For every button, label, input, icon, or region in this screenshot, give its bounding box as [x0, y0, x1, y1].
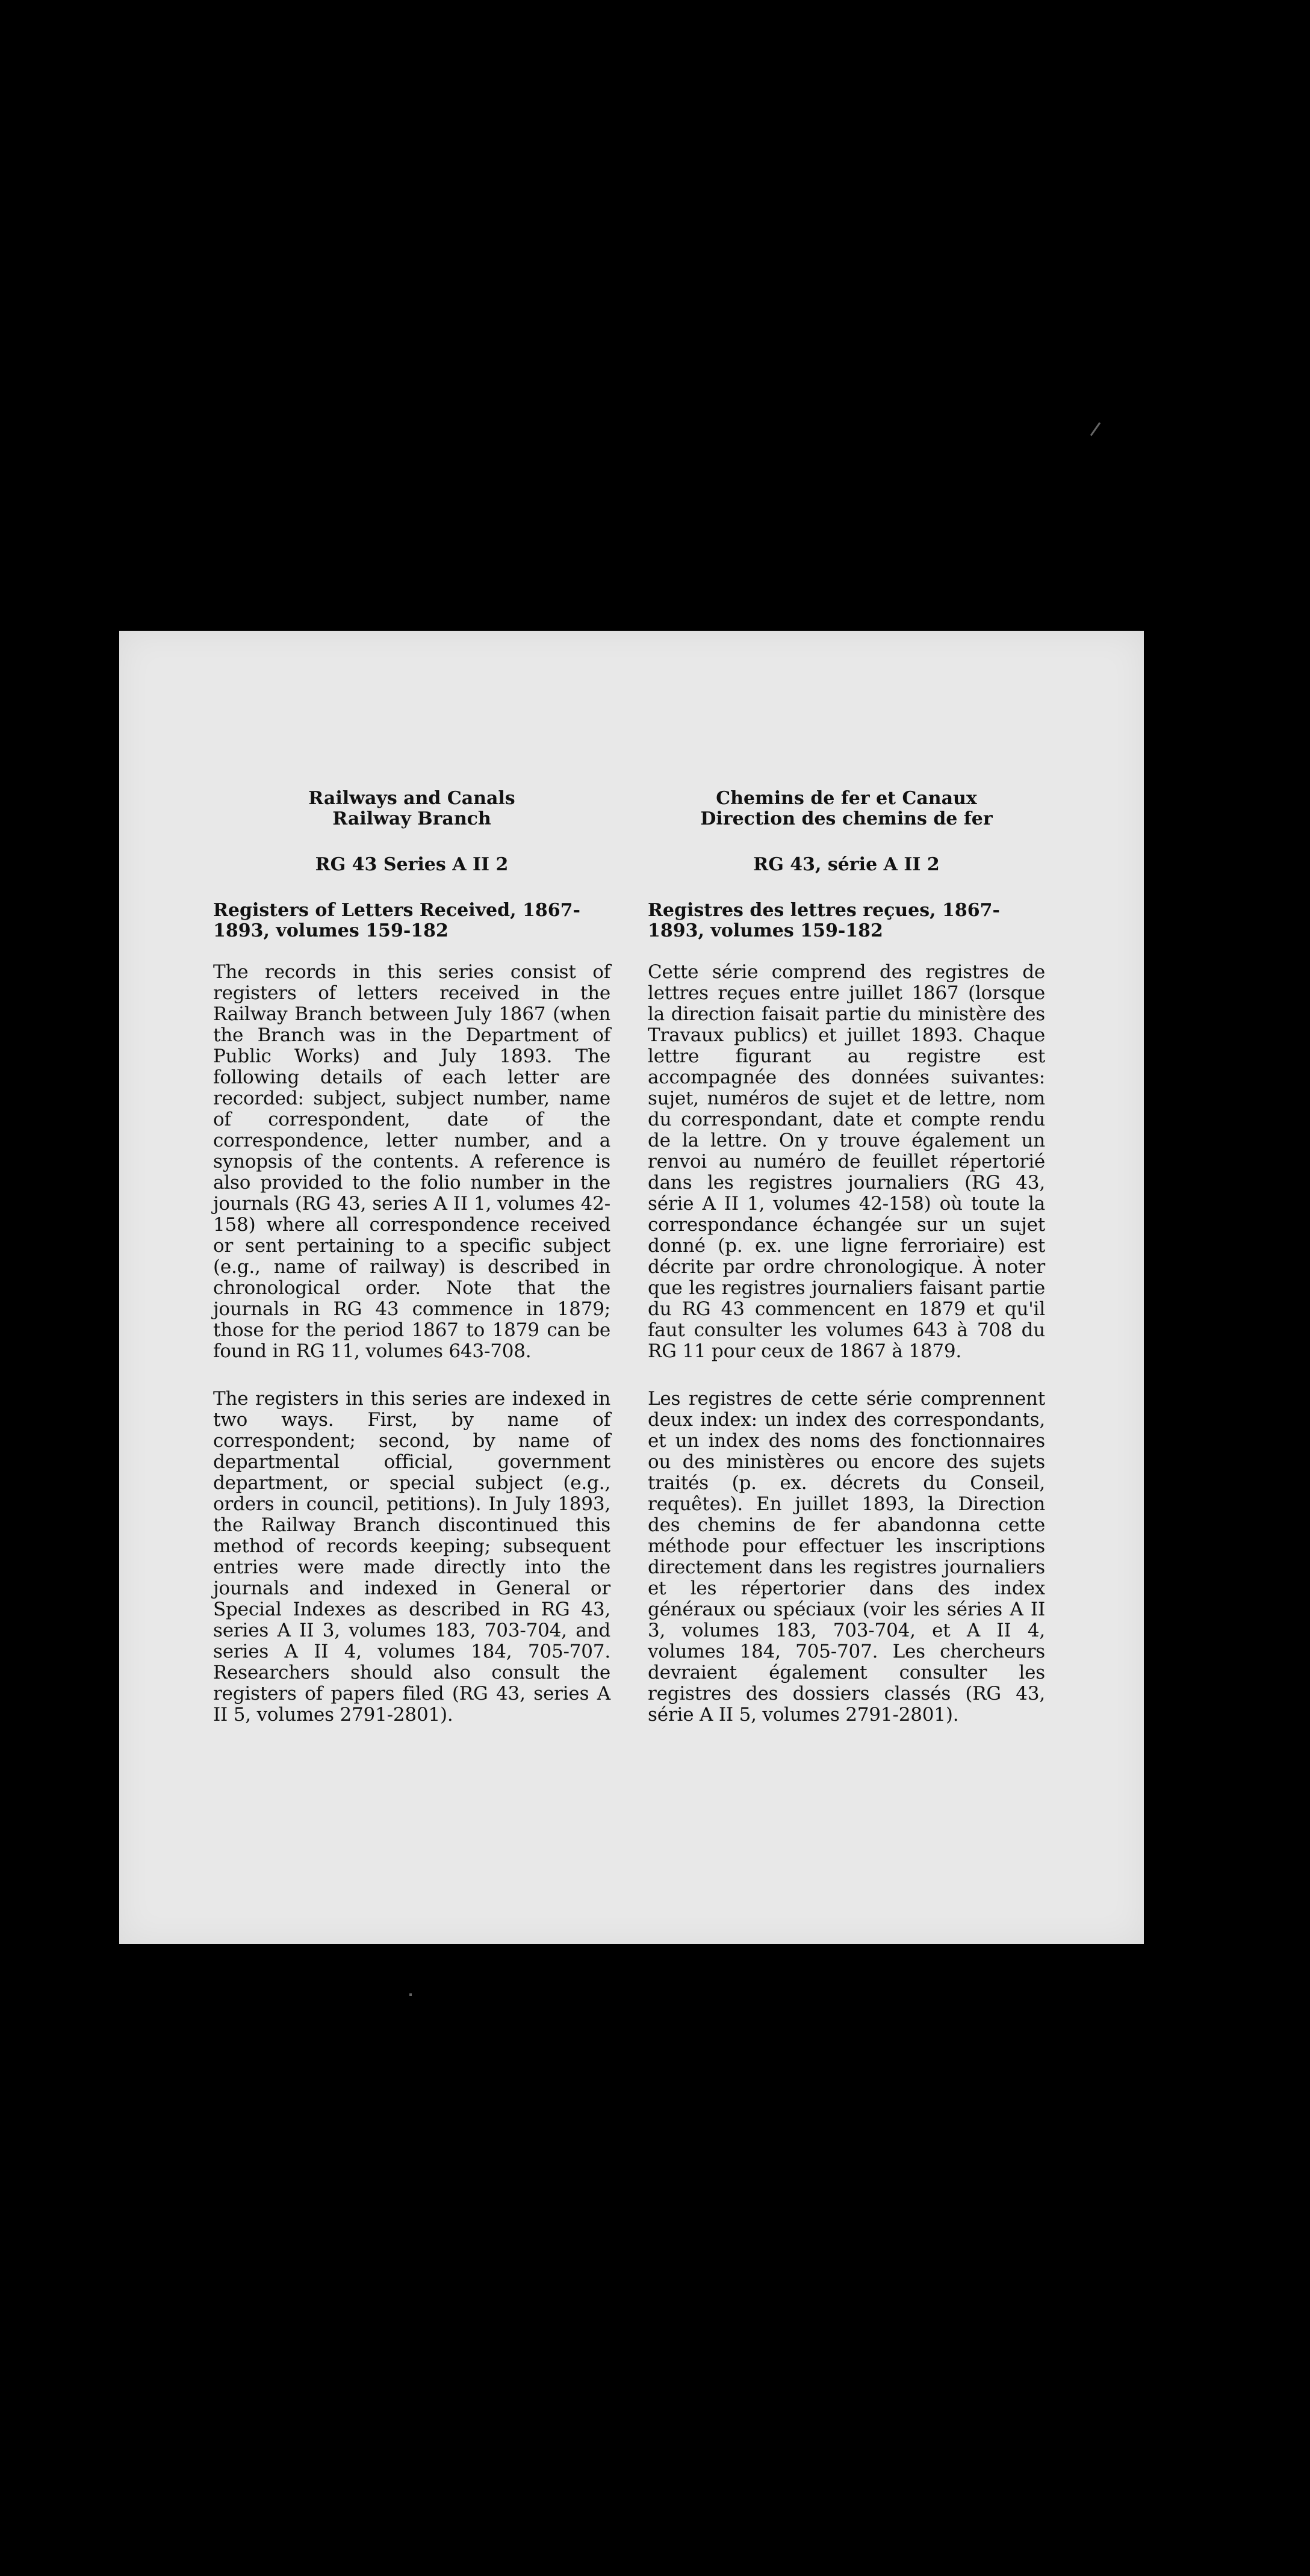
french-heading-line1: Chemins de fer et Canaux: [716, 788, 977, 809]
english-paragraph-1: The records in this series consist of registers of letters received in the Railway Branch between July 1867 (when the Branch was in the Department of Public Works) and July 1893. The following details of each letter are recorded: subject, subject number, name of correspondent, date of the correspondence, letter number, and a synopsis of the contents. A reference is also provided to the folio number in the journals (RG 43, series A II 1, volumes 42-158) where all correspondence received or sent pertaining to a specific subject (e.g., name of railway) is described in chronological order. Note that the journals in RG 43 commence in 1879; those for the period 1867 to 1879 can be found in RG 11, volumes 643-708.: [213, 961, 610, 1362]
french-column: [648, 788, 1045, 1726]
french-paragraph-1: Cette série comprend des registres de lettres reçues entre juillet 1867 (lorsque la direction faisait partie du ministère des Travaux publics) et juillet 1893. Chaque lettre figurant au registre est accompagnée des données suivantes: sujet, numéros de sujet et de lettre, nom du correspondant, date et compte rendu de la lettre. On y trouve également un renvoi au numéro de feuillet répertorié dans les registres journaliers (RG 43, série A II 1, volumes 42-158) où toute la correspondance échangée sur un sujet donné (p. ex. une ligne ferroriaire) est décrite par ordre chronologique. À noter que les registres journaliers faisant partie du RG 43 commencent en 1879 et qu'il faut consulter les volumes 643 à 708 du RG 11 pour ceux de 1867 à 1879.: [648, 961, 1045, 1362]
scan-speck: [1090, 422, 1100, 436]
english-title: Registers of Letters Received, 1867-1893, volumes 159-182: [213, 900, 580, 941]
english-heading: [213, 788, 610, 829]
french-heading: [648, 788, 1045, 829]
english-column: [213, 788, 610, 1726]
document-page: [119, 631, 1144, 1944]
french-series: RG 43, série A II 2: [753, 854, 940, 875]
english-heading-line2: Railway Branch: [332, 808, 491, 829]
french-title: Registres des lettres reçues, 1867-1893, volumes 159-182: [648, 900, 1000, 941]
french-heading-line2: Direction des chemins de fer: [700, 808, 993, 829]
scan-speck: [409, 1993, 412, 1996]
english-heading-line1: Railways and Canals: [308, 788, 515, 809]
french-paragraph-2: Les registres de cette série comprennent deux index: un index des correspondants, et un index des noms des fonctionnaires ou des ministères ou encore des sujets traités (p. ex. décrets du Conseil, requêtes). En juillet 1893, la Direction des chemins de fer abandonna cette méthode pour effectuer les inscriptions directement dans les registres journaliers et les répertorier dans des index généraux ou spéciaux (voir les séries A II 3, volumes 183, 703-704, et A II 4, volumes 184, 705-707. Les chercheurs devraient également consulter les registres des dossiers classés (RG 43, série A II 5, volumes 2791-2801).: [648, 1388, 1045, 1726]
english-series: RG 43 Series A II 2: [315, 854, 509, 875]
english-paragraph-2: The registers in this series are indexed in two ways. First, by name of correspondent; second, by name of departmental official, government department, or special subject (e.g., orders in council, petitions). In July 1893, the Railway Branch discontinued this method of records keeping; subsequent entries were made directly into the journals and indexed in General or Special Indexes as described in RG 43, series A II 3, volumes 183, 703-704, and series A II 4, volumes 184, 705-707. Researchers should also consult the registers of papers filed (RG 43, series A II 5, volumes 2791-2801).: [213, 1388, 610, 1726]
